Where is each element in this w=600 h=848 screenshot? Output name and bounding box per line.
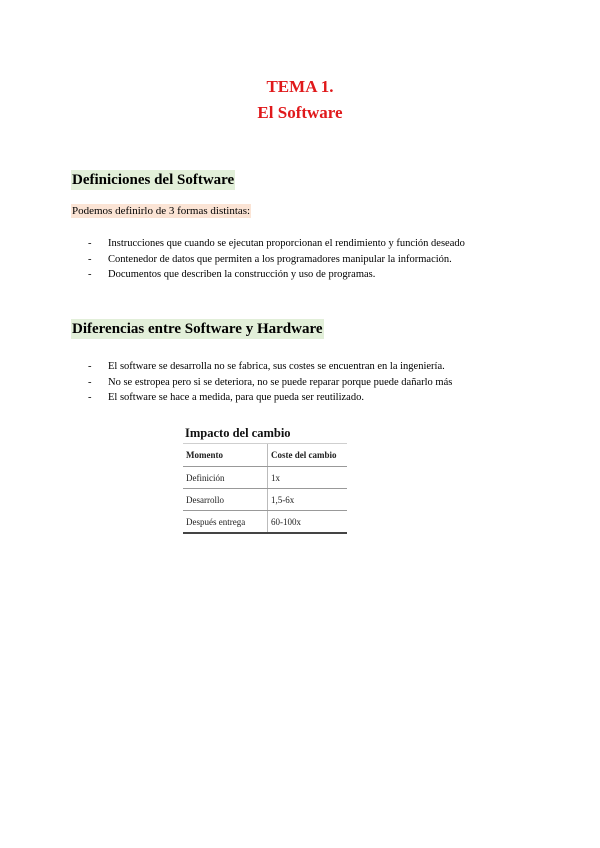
section-heading-definiciones: Definiciones del Software [72, 172, 235, 188]
table-cell: Después entrega [183, 511, 268, 534]
list-item-text: Contenedor de datos que permiten a los programadores manipular la información. [108, 253, 452, 265]
table-row [183, 511, 347, 534]
bullet-dash: - [88, 269, 92, 280]
column-header: Momento [183, 444, 268, 467]
intro-text: Podemos definirlo de 3 formas distintas: [72, 205, 251, 217]
table-cell: Desarrollo [183, 489, 268, 511]
impact-table-figure [183, 423, 347, 534]
list-item-text: Instrucciones que cuando se ejecutan proporcionan el rendimiento y función deseado [108, 238, 465, 249]
table-header-row [183, 444, 347, 467]
list-item [86, 390, 452, 406]
bullet-dash: - [88, 253, 92, 265]
list-item-text: No se estropea pero si se deteriora, no se puede reparar porque puede dañarlo más [108, 376, 453, 388]
bullet-dash: - [88, 361, 92, 372]
table-cell: Definición [183, 467, 268, 489]
page-title: TEMA 1. [266, 77, 334, 96]
table-cell: 60-100x [268, 511, 348, 534]
page-subtitle: El Software [257, 103, 343, 122]
list-item-text: El software se desarrolla no se fabrica, sus costes se encuentran en la ingeniería. [108, 361, 445, 372]
list-item [86, 375, 452, 391]
bullet-dash: - [88, 238, 92, 249]
table-caption: Impacto del cambio [183, 423, 347, 444]
table-row [183, 489, 347, 511]
column-header: Coste del cambio [268, 444, 348, 467]
impact-table [183, 444, 347, 534]
definiciones-list [86, 236, 465, 283]
list-item [86, 236, 465, 252]
table-cell: 1,5-6x [268, 489, 348, 511]
list-item [86, 267, 465, 283]
table-cell: 1x [268, 467, 348, 489]
list-item-text: El software se hace a medida, para que pueda ser reutilizado. [108, 392, 364, 403]
list-item [86, 359, 452, 375]
list-item [86, 252, 465, 268]
section-heading-diferencias: Diferencias entre Software y Hardware [72, 321, 323, 337]
bullet-dash: - [88, 392, 92, 403]
bullet-dash: - [88, 376, 92, 388]
diferencias-list [86, 359, 452, 406]
list-item-text: Documentos que describen la construcción y uso de programas. [108, 269, 376, 280]
table-row [183, 467, 347, 489]
